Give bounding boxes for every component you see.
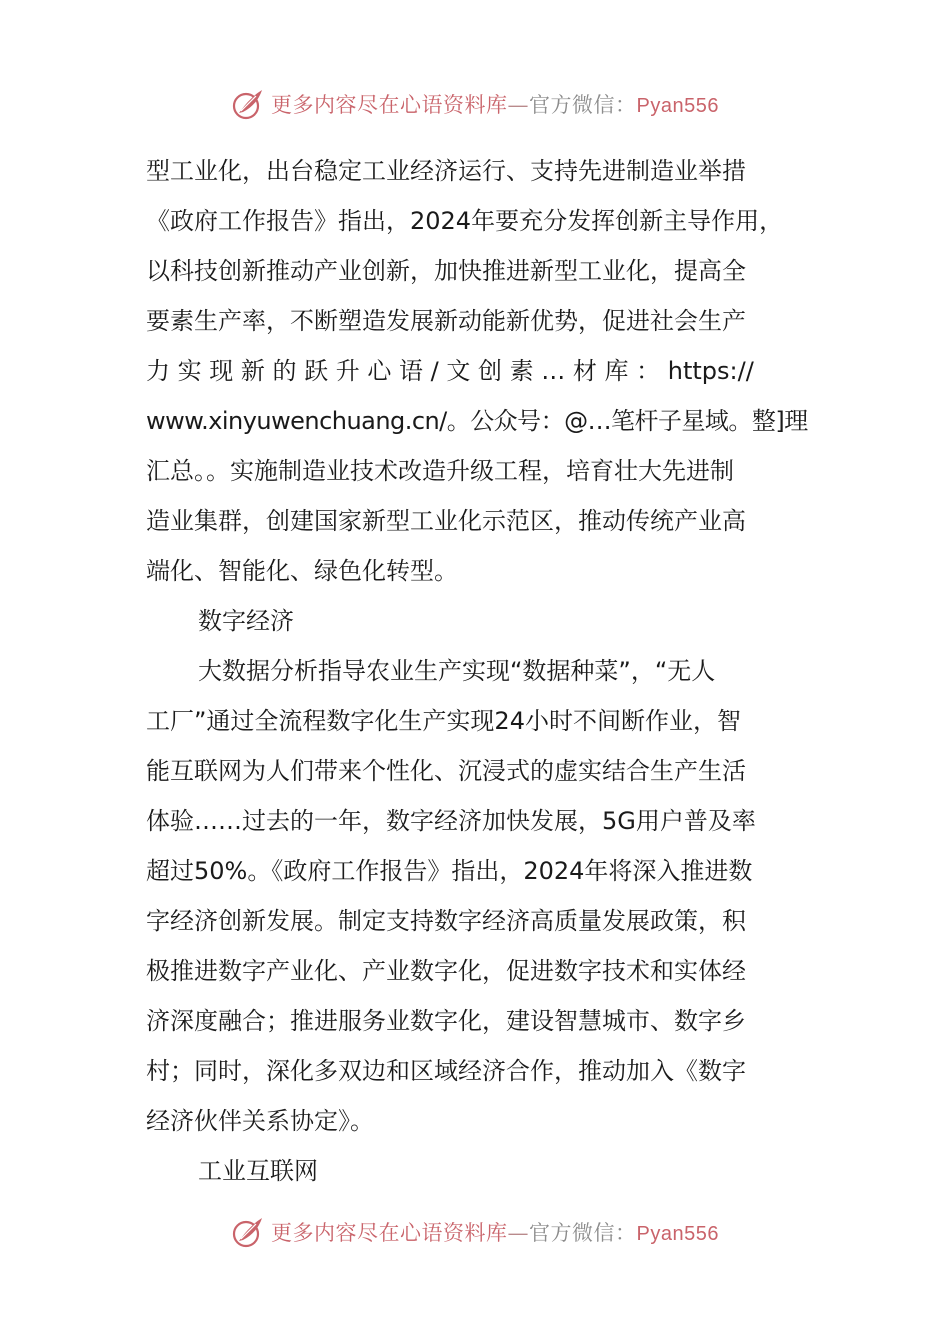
section-heading-industrial-internet: 工业互联网: [198, 1157, 318, 1185]
text-line: 体验……过去的一年，数字经济加快发展，5G用户普及率: [146, 807, 756, 835]
text-line: 极推进数字产业化、产业数字化，促进数字技术和实体经: [146, 957, 746, 985]
banner-wechat-id: Pyan556: [636, 1223, 719, 1245]
banner-text: [271, 89, 719, 119]
paragraph-digital-economy: [146, 646, 808, 1146]
banner-dash: —: [507, 1221, 530, 1245]
section-heading-digital-economy: 数字经济: [198, 607, 294, 635]
text-line: 济深度融合；推进服务业数字化，建设智慧城市、数字乡: [146, 1007, 746, 1035]
text-line: 端化、智能化、绿色化转型。: [146, 557, 458, 585]
text-line: 《政府工作报告》指出，2024年要充分发挥创新主导作用，: [146, 207, 784, 235]
banner-main-text: 更多内容尽在心语资料库: [271, 93, 508, 117]
footer-banner: [0, 1212, 950, 1252]
paragraph-industrialization: [146, 146, 808, 596]
banner-main-text: 更多内容尽在心语资料库: [271, 1221, 508, 1245]
text-line: 大数据分析指导农业生产实现“数据种菜”，“无人: [198, 657, 716, 685]
quill-logo-icon: [231, 1215, 265, 1249]
header-banner: [0, 84, 950, 124]
banner-wechat-label: 官方微信：: [529, 1221, 637, 1245]
text-line: 型工业化，出台稳定工业经济运行、支持先进制造业举措: [146, 157, 746, 185]
text-line: 造业集群，创建国家新型工业化示范区，推动传统产业高: [146, 507, 746, 535]
text-line: 经济伙伴关系协定》。: [146, 1107, 374, 1135]
banner-text: [271, 1217, 719, 1247]
text-line: 超过50%。《政府工作报告》指出，2024年将深入推进数: [146, 857, 753, 885]
text-line: 村；同时，深化多双边和区域经济合作，推动加入《数字: [146, 1057, 746, 1085]
banner-dash: —: [507, 93, 530, 117]
text-line: www.xinyuwenchuang.cn/。公众号：@…笔杆子星域。整]理: [146, 407, 808, 435]
document-body: [146, 146, 808, 1196]
quill-logo-icon: [231, 87, 265, 121]
banner-wechat-label: 官方微信：: [529, 93, 637, 117]
text-line: 要素生产率，不断塑造发展新动能新优势，促进社会生产: [146, 307, 746, 335]
text-line: 以科技创新推动产业创新，加快推进新型工业化，提高全: [146, 257, 746, 285]
text-line: 力 实 现 新 的 跃 升 心 语 / 文 创 素 … 材 库 ： https://: [146, 357, 754, 385]
text-line: 字经济创新发展。制定支持数字经济高质量发展政策，积: [146, 907, 746, 935]
banner-wechat-id: Pyan556: [636, 95, 719, 117]
text-line: 能互联网为人们带来个性化、沉浸式的虚实结合生产生活: [146, 757, 746, 785]
text-line: 工厂”通过全流程数字化生产实现24小时不间断作业，智: [146, 707, 741, 735]
text-line: 汇总。。实施制造业技术改造升级工程，培育壮大先进制: [146, 457, 734, 485]
